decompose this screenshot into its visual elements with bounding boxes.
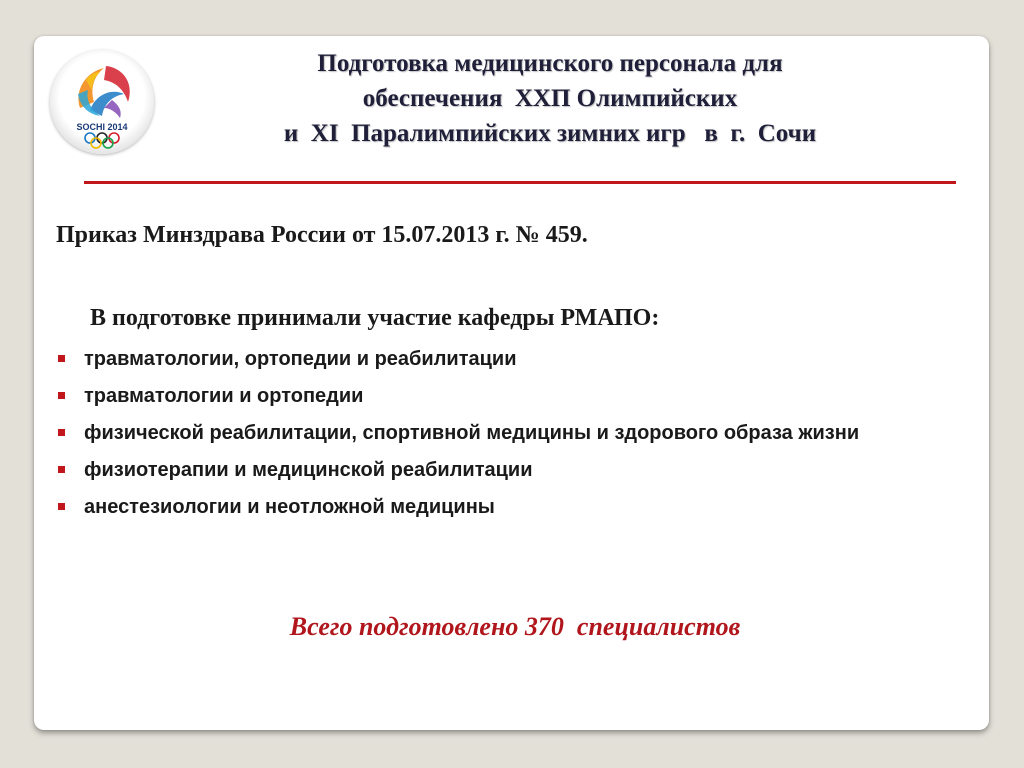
departments-list bbox=[56, 343, 977, 528]
department-label: травматологии и ортопедии bbox=[84, 385, 364, 407]
order-reference: Приказ Минздрава России от 15.07.2013 г. № 459. bbox=[56, 222, 588, 248]
title-line-1: Подготовка медицинского персонала для bbox=[317, 50, 783, 77]
slide-title bbox=[150, 46, 950, 151]
bullet-square-icon bbox=[58, 429, 65, 436]
olympic-rings-icon bbox=[85, 133, 119, 148]
participants-heading: В подготовке принимали участие кафедры РМАПО: bbox=[90, 305, 660, 331]
list-item bbox=[56, 454, 977, 486]
title-line-3: и XI Паралимпийских зимних игр в г. Сочи bbox=[283, 120, 817, 147]
bullet-square-icon bbox=[58, 466, 65, 473]
department-label: травматологии, ортопедии и реабилитации bbox=[84, 348, 517, 370]
bullet-square-icon bbox=[58, 392, 65, 399]
list-item bbox=[56, 380, 977, 412]
title-line-2: обеспечения XXП Олимпийских bbox=[362, 85, 738, 112]
department-label: физической реабилитации, спортивной медицины и здорового образа жизни bbox=[84, 422, 860, 444]
sochi-2014-logo bbox=[50, 50, 154, 154]
bullet-square-icon bbox=[58, 355, 65, 362]
list-item bbox=[56, 417, 977, 449]
bullet-square-icon bbox=[58, 503, 65, 510]
department-label: анестезиологии и неотложной медицины bbox=[84, 496, 495, 518]
summary-total: Всего подготовлено 370 специалистов bbox=[289, 612, 741, 641]
list-item bbox=[56, 491, 977, 523]
department-label: физиотерапии и медицинской реабилитации bbox=[84, 459, 533, 481]
sochi-emblem-icon bbox=[50, 50, 154, 154]
logo-text: SOCHI 2014 bbox=[76, 122, 128, 132]
title-divider bbox=[84, 181, 956, 184]
list-item bbox=[56, 343, 977, 375]
